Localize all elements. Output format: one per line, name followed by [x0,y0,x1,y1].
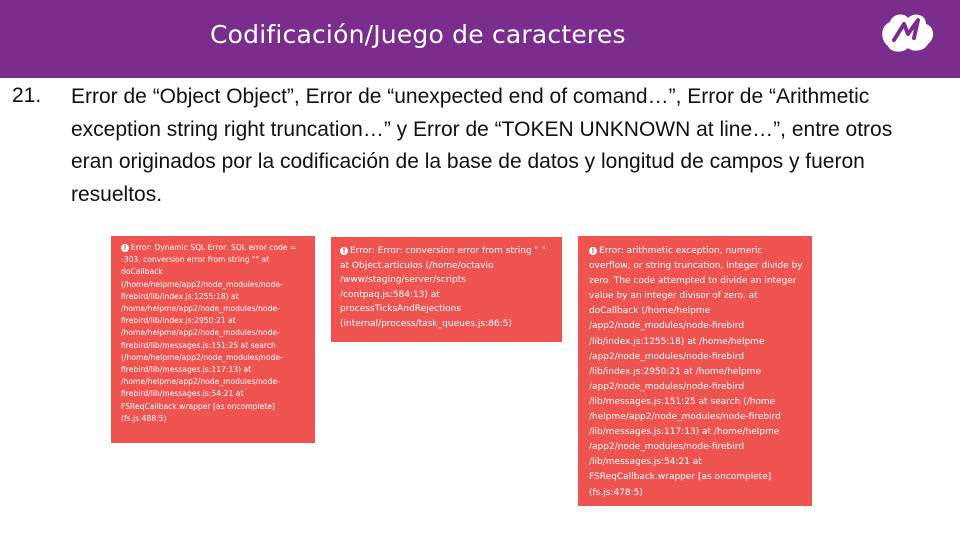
brand-logo-icon [874,6,940,56]
error-message-box [578,236,812,506]
slide-header [0,0,960,78]
error-text: Error: Error: conversion error from string " " at Object.articulos (/home/octavio /www/staging/server/scripts /contpaq.js:584:13) at processTicksAndRejections (internal/process/task_queues.js:86:5) [340,246,549,329]
exclamation-circle-icon: ! [340,247,348,255]
error-text: Error: Dynamic SQL Error, SQL error code = -303, conversion error from string "" at doCallback (/home/helpme/app2/node_modules/node-firebird/lib/index.js:1255:18) at /home/helpme/app2/node_modules/node-firebird/lib/index.js:2950:21 at /home/helpme/app2/node_modules/node-firebird/lib/messages.js:151:25 at search (/home/helpme/app2/node_modules/node-firebird/lib/messages.js:117:13) at /home/helpme/app2/node_modules/node-firebird/lib/messages.js:54:21 at FSReqCallback.wrapper [as oncomplete] (fs.js:488:5) [121,243,299,423]
error-text: Error: arithmetic exception, numeric overflow, or string truncation, Integer divide by zero. The code attempted to divide an integer value by an integer divisor of zero. at doCallback (/home/helpme /app2/node_modules/node-firebird /lib/index.js:1255:18) at /home/helpme /app2/node_modules/node-firebird /lib/index.js:2950:21 at /home/helpme /app2/node_modules/node-firebird /lib/messages.js:151:25 at search (/home /helpme/app2/node_modules/node-firebird /lib/messages.js:117:13) at /home/helpme /app2/node_modules/node-firebird /lib/messages.js:54:21 at FSReqCallback.wrapper [as oncomplete] (fs.js:478:5) [589,246,806,498]
item-text: Error de “Object Object”, Error de “unexpected end of comand…”, Error de “Arithmetic exception string right truncation…” y Error de “TOKEN UNKNOWN at line…”, entre otros eran originados por la codificación de la base de datos y longitud de campos y fueron resueltos. [71,85,893,206]
error-message-box [111,236,315,443]
item-number: 21. [12,84,42,107]
exclamation-circle-icon: ! [589,247,597,255]
exclamation-circle-icon: ! [121,244,129,252]
error-message-box [331,237,562,342]
slide-title: Codificación/Juego de caracteres [210,20,626,49]
